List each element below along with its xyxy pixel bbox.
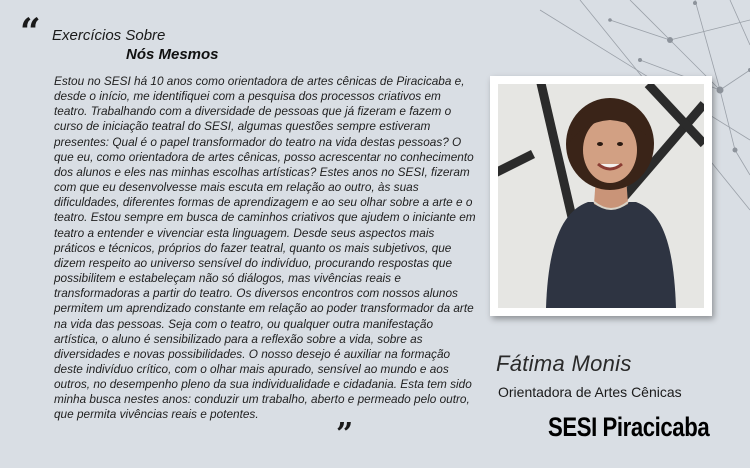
title-line-2: Nós Mesmos [126,46,219,63]
title-line-1: Exercícios Sobre [52,27,166,44]
portrait-photo [498,84,704,308]
open-quote-mark: “ [20,11,41,53]
author-role: Orientadora de Artes Cênicas [498,384,682,400]
close-quote-mark: ” [336,417,354,452]
testimony-body: Estou no SESI há 10 anos como orientadora de artes cênicas de Piracicaba e, desde o início, me identifiquei com a pesquisa dos processos criativos em teatro. Trabalhando com a diversidade de pessoas que já fizeram e fazem o curso de iniciação teatral do SESI, algumas questões sempre estiveram presentes: Qual é o papel transformador do teatro na vida destas pessoas? O que eu, como orientadora de artes cênicas, posso acrescentar no conhecimento dos alunos e eles nas minhas escolhas artísticas? Estes anos no SESI, fizeram com que eu desenvolvesse mais escuta em relação ao outro, às suas dificuldades, diferentes formas de aprendizagem e ao seu olhar sobre a arte e o teatro. Estou sempre em busca de caminhos criativos que ajudem o iniciante em teatro a entender e vivenciar esta linguagem. Desde seus aspectos mais práticos e técnicos, próprios do fazer teatral, quanto os mais subjetivos, que dizem respeito ao universo sensível do indivíduo, procurando respostas que possibilitem e estabeleçam não só diálogos, mas vivências reais e transformadoras a partir do teatro. Os diversos encontros com nossos alunos permitem um aprendizado constante em relação ao poder transformador da arte na vida das pessoas. Seja com o teatro, ou qualquer outra manifestação artística, o aluno é sensibilizado para a reflexão sobre a vida, sobre as diversidades e novas possibilidades. O nosso desejo é auxiliar na formação deste indivíduo crítico, com o olhar mais apurado, sensível ao mundo e aos outros, no desempenho pleno da sua individualidade e cidadania. Esta tem sido minha busca nestes anos: conduzir um trabalho, aberto e permeado pelo outro, que permita vivências reais e potentes. [54,74,476,422]
brand-logo-text: SESI Piracicaba [548,412,710,442]
portrait-frame [490,76,712,316]
author-name: Fátima Monis [496,351,632,376]
